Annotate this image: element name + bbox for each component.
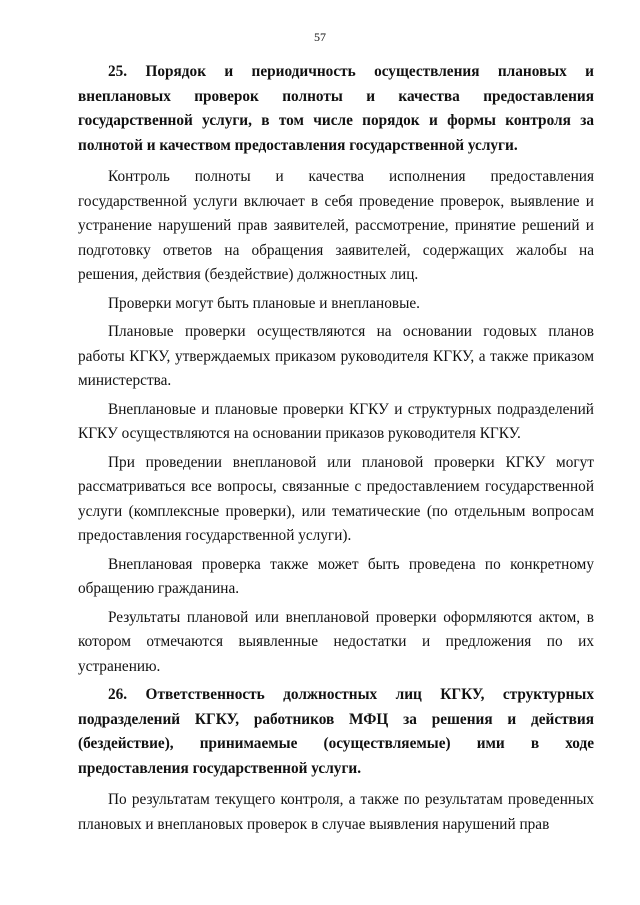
- section-26-heading: 26. Ответственность должностных лиц КГКУ, структурных подразделений КГКУ, работников МФЦ за решения и действия (бездействие), принимаемые (осуществляемые) ими в ходе предоставления государственной услуги.: [78, 686, 594, 777]
- paragraph: Плановые проверки осуществляются на основании годовых планов работы КГКУ, утверждаемых приказом руководителя КГКУ, а также приказом министерства.: [78, 323, 594, 389]
- document-body: [78, 60, 594, 841]
- paragraph: Внеплановые и плановые проверки КГКУ и структурных подразделений КГКУ осуществляются на основании приказов руководителя КГКУ.: [78, 400, 594, 442]
- paragraph: По результатам текущего контроля, а также по результатам проведенных плановых и внеплановых проверок в случае выявления нарушений прав: [78, 791, 594, 833]
- paragraph: Проверки могут быть плановые и внеплановые.: [108, 294, 420, 312]
- paragraph: Внеплановая проверка также может быть проведена по конкретному обращению гражданина.: [78, 555, 594, 597]
- paragraph: При проведении внеплановой или плановой проверки КГКУ могут рассматриваться все вопросы, связанные с предоставлением государственной услуги (комплексные проверки), или тематические (по отдельным вопросам предоставления государственной услуги).: [78, 453, 594, 544]
- paragraph: Результаты плановой или внеплановой проверки оформляются актом, в котором отмечаются выявленные недостатки и предложения по их устранению.: [78, 608, 594, 675]
- page-number: 57: [314, 30, 326, 44]
- paragraph: Контроль полноты и качества исполнения предоставления государственной услуги включает в себя проведение проверок, выявление и устранение нарушений прав заявителей, рассмотрение, принятие решений и подготовку ответов на обращения заявителей, содержащих жалобы на решения, действия (бездействие) должностных лиц.: [78, 168, 594, 283]
- section-25-heading: 25. Порядок и периодичность осуществления плановых и внеплановых проверок полноты и качества предоставления государственной услуги, в том числе порядок и формы контроля за полнотой и качеством предоставления государственной услуги.: [78, 63, 594, 154]
